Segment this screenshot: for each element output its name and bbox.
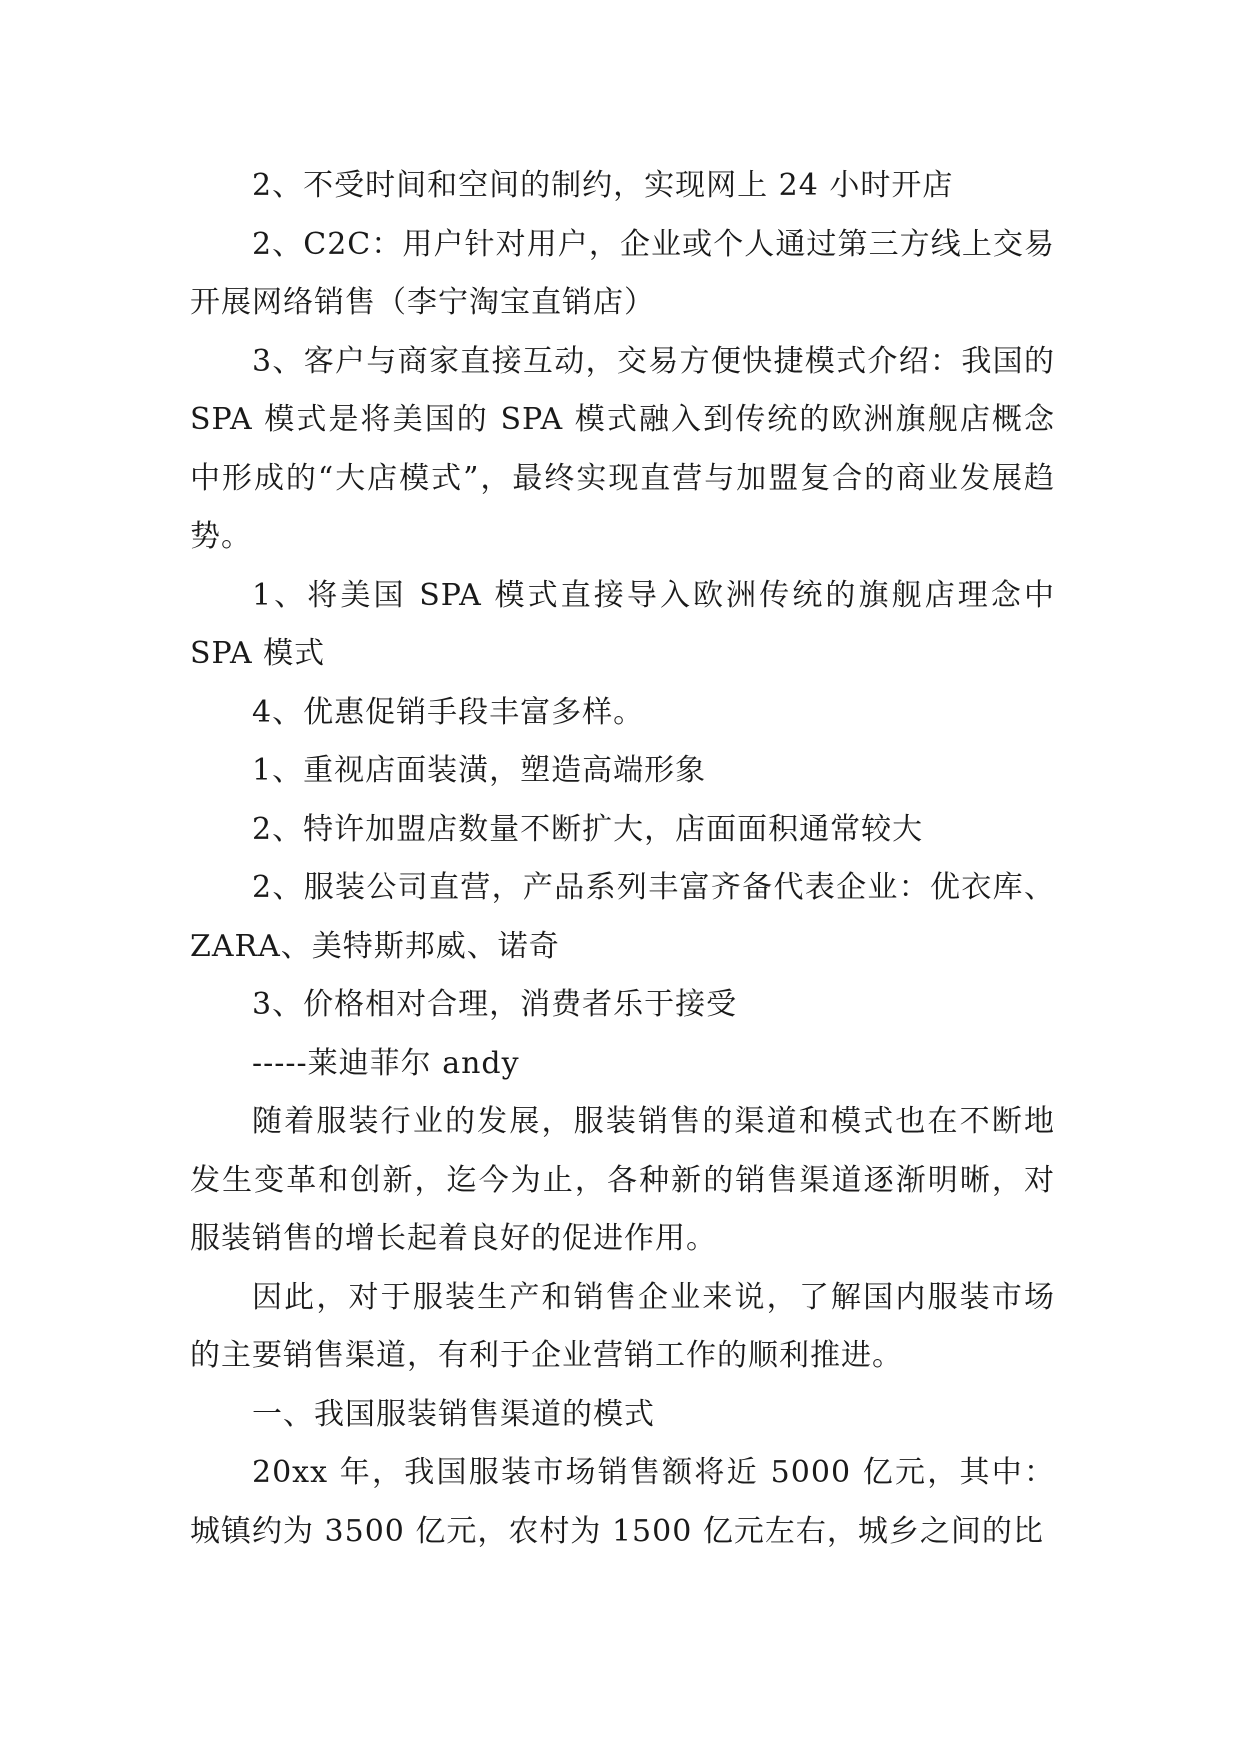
paragraph-8: 2、服装公司直营，产品系列丰富齐备代表企业：优衣库、ZARA、美特斯邦威、诺奇 — [190, 870, 1055, 964]
paragraph-13: 一、我国服装销售渠道的模式 — [252, 1396, 655, 1432]
paragraph-10: -----莱迪菲尔 andy — [252, 1045, 520, 1081]
paragraph-1: 2、不受时间和空间的制约，实现网上 24 小时开店 — [252, 168, 954, 203]
paragraph-12: 因此，对于服装生产和销售企业来说，了解国内服装市场的主要销售渠道，有利于企业营销工作的顺利推进。 — [190, 1279, 1055, 1373]
paragraph-2: 2、C2C：用户针对用户，企业或个人通过第三方线上交易开展网络销售（李宁淘宝直销店） — [190, 226, 1055, 320]
paragraph-4: 1、将美国 SPA 模式直接导入欧洲传统的旗舰店理念中 SPA 模式 — [190, 577, 1055, 671]
document-body — [190, 157, 1055, 1561]
paragraph-7: 2、特许加盟店数量不断扩大，店面面积通常较大 — [252, 811, 924, 847]
paragraph-3: 3、客户与商家直接互动，交易方便快捷模式介绍：我国的 SPA 模式是将美国的 SPA 模式融入到传统的欧洲旗舰店概念中形成的“大店模式”，最终实现直营与加盟复合的商业发展趋势。 — [190, 343, 1055, 554]
paragraph-14: 20xx 年，我国服装市场销售额将近 5000 亿元，其中：城镇约为 3500 亿元，农村为 1500 亿元左右，城乡之间的比 — [190, 1455, 1055, 1549]
paragraph-5: 4、优惠促销手段丰富多样。 — [252, 694, 645, 730]
paragraph-11: 随着服装行业的发展，服装销售的渠道和模式也在不断地发生变革和创新，迄今为止，各种新的销售渠道逐渐明晰，对服装销售的增长起着良好的促进作用。 — [190, 1104, 1055, 1256]
paragraph-6: 1、重视店面装潢，塑造高端形象 — [252, 753, 707, 788]
paragraph-9: 3、价格相对合理，消费者乐于接受 — [252, 987, 738, 1022]
